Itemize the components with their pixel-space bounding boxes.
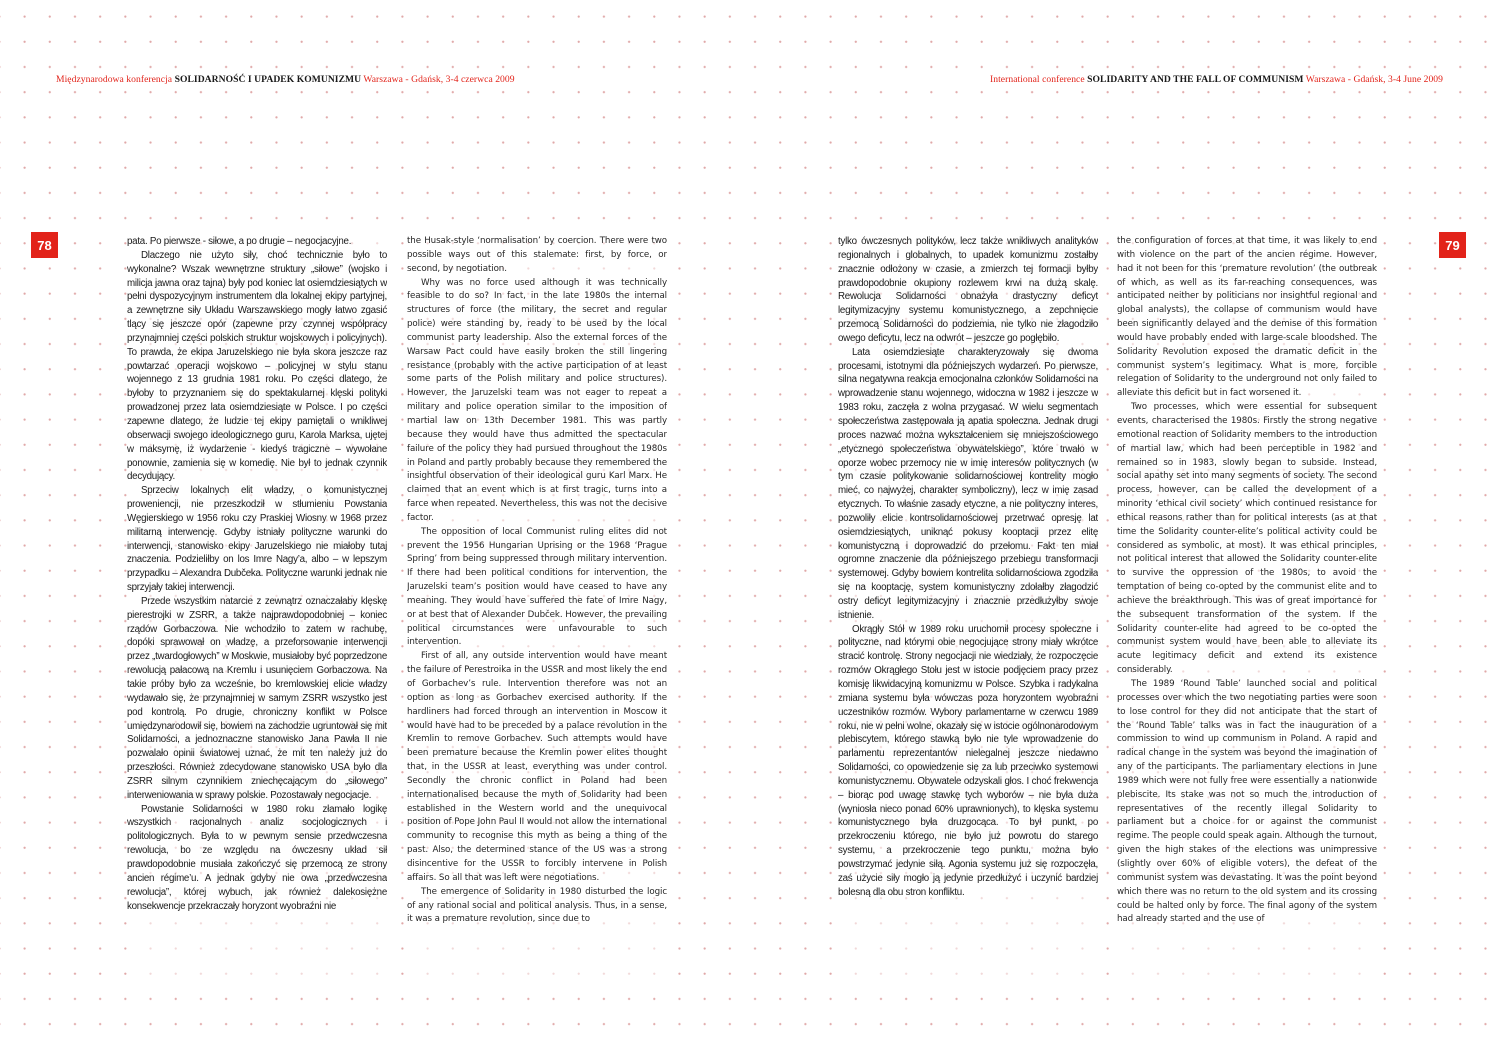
paragraph: Sprzeciw lokalnych elit władzy, o komunistycznej proweniencji, nie przeszkodził w stłumieniu Powstania Węgierskiego w 1956 roku czy Praskiej Wiosny w 1968 przez militarną interwencję. Gdyby istniały polityczne warunki do interwencji, stanowisko ekipy Jaruzelskiego nie miałoby tutaj znaczenia. Podzieliłby on los Imre Nagy’a, albo – w lepszym przypadku – Alexandra Dubčeka. Polityczne warunki jednak nie sprzyjały takiej interwencji.	[127, 485, 387, 594]
paragraph: Why was no force used although it was technically feasible to do so? In fact, in the late 1980s the internal structures of force (the military, the secret and regular police) were standing by, ready to be used by the local communist party leadership. Also the external forces of the Warsaw Pact could have easily broken the still lingering resistance (probably with the active participation of at least some parts of the Polish military and police structures). However, the Jaruzelski team was not eager to repeat a military and police operation similar to the imposition of martial law on 13th December 1981. This was partly because they would have thus admitted the spectacular failure of the policy they had pursued throughout the 1980s in Poland and partly probably because they remembered the insightful observation of their ideological guru Karl Marx. He claimed that an event which is at first tragic, turns into a farce when repeated. Nevertheless, this was not the decisive factor.	[407, 277, 667, 523]
paragraph: Lata osiemdziesiąte charakteryzowały się dwoma procesami, istotnymi dla późniejszych wydarzeń. Po pierwsze, silna negatywna reakcja emocjonalna członków Solidarności na wprowadzenie stanu wojennego, widoczna w 1982 i jeszcze w 1983 roku, zaczęła z wolna przygasać. W wielu segmentach społeczeństwa zastępowała ją apatia społeczna. Jednak drugi proces nazwać można wykształceniem się mniejszościowego „etycznego społeczeństwa obywatelskiego”, które trwało w oporze wobec przemocy nie w imię interesów politycznych (w tym czasie politykowanie solidarnościowej kontrelity mogło mieć, co najwyżej, charakter symboliczny), lecz w imię zasad etycznych. To właśnie zasady etyczne, a nie polityczny interes, pozwoliły elicie kontrsolidarnościowej przetrwać opresję lat osiemdziesiątych, uniknąć pokusy kooptacji przez elitę komunistyczną i doprowadzić do przełomu. Fakt ten miał ogromne znaczenie dla późniejszego przebiegu transformacji systemowej. Gdyby bowiem kontrelita solidarnościowa zgodziła się na kooptację, system komunistyczny zdołałby złagodzić ostry deficyt legitymizacyjny i znacznie przedłużyłby swoje istnienie.	[838, 346, 1098, 621]
paragraph: the configuration of forces at that time, it was likely to end with violence on the part of the ancien régime. However, had it not been for this ‘premature revolution’ (the outbreak of which, as well as its far-reaching consequences, was anticipated neither by politicians nor insightful regional and global analysts), the collapse of communism would have been significantly delayed and the demise of this formation would have probably ended with large-scale bloodshed. The Solidarity Revolution exposed the dramatic deficit in the communist system’s legitimacy. What is more, forcible relegation of Solidarity to the underground not only failed to alleviate this deficit but in fact worsened it.	[1117, 236, 1377, 399]
running-header-left	[56, 74, 515, 85]
header-left-title: SOLIDARNOŚĆ I UPADEK KOMUNIZMU	[174, 74, 362, 85]
paragraph: The emergence of Solidarity in 1980 disturbed the logic of any rational social and political analysis. Thus, in a sense, it was a premature revolution, since due to	[407, 886, 667, 925]
header-right-suffix: Warszawa - Gdańsk, 3-4 June 2009	[1305, 74, 1443, 85]
paragraph: Powstanie Solidarności w 1980 roku złamało logikę wszystkich racjonalnych analiz socjologicznych i politologicznych. Była to w pewnym sensie przedwczesna rewolucja, bo ze względu na ówczesny układ sił prawdopodobnie musiała zakończyć się przemocą ze strony ancien régime’u. A jednak gdyby nie owa „przedwczesna rewolucja”, której wybuch, jak również dalekosiężne konsekwencje przekraczały horyzont wyobraźni nie	[127, 803, 387, 912]
paragraph: tylko ówczesnych polityków, lecz także wnikliwych analityków regionalnych i globalnych, to upadek komunizmu zostałby znacznie odłożony w czasie, a zmierzch tej formacji byłby prawdopodobnie okupiony rozlewem krwi na dużą skalę. Rewolucja Solidarności obnażyła drastyczny deficyt legitymizacyjny systemu komunistycznego, a zepchnięcie przemocą Solidarności do podziemia, nie tylko nie złagodziło owego deficytu, lecz na odwrót – jeszcze go pogłębiło.	[838, 236, 1098, 344]
column-english-2	[1117, 235, 1377, 985]
paragraph: Dlaczego nie użyto siły, choć technicznie było to wykonalne? Wszak wewnętrzne struktury „siłowe” (wojsko i milicja jawna oraz tajna) były pod koniec lat osiemdziesiątych w pełni dyspozycyjnym instrumentem dla lokalnej ekipy partyjnej, a zewnętrzne siły Układu Warszawskiego mogły łatwo zgasić tlący się jeszcze opór (zapewne przy czynnej współpracy przynajmniej części polskich struktur wojskowych i policyjnych). To prawda, że ekipa Jaruzelskiego nie była skora jeszcze raz powtarzać operacji wojskowo – policyjnej w stylu stanu wojennego z 13 grudnia 1981 roku. Po części dlatego, że byłoby to przyznaniem się do spektakularnej klęski polityki prowadzonej przez lata osiemdziesiąte w Polsce. I po części zapewne dlatego, że ludzie tej ekipy pamiętali o wnikliwej obserwacji swojego ideologicznego guru, Karola Marksa, ujętej w maksymę, iż wydarzenie - kiedyś tragiczne – wywołane ponownie, zamienia się w komedię. Nie był to jednak czynnik decydujący.	[127, 249, 387, 483]
paragraph: The opposition of local Communist ruling elites did not prevent the 1956 Hungarian Uprising or the 1968 ‘Prague Spring’ from being suppressed through military intervention. If there had been political conditions for intervention, the Jaruzelski team’s position would have ceased to have any meaning. They would have suffered the fate of Imre Nagy, or at best that of Alexander Dubček. However, the prevailing political circumstances were unfavourable to such intervention.	[407, 526, 667, 648]
paragraph: First of all, any outside intervention would have meant the failure of Perestroika in the USSR and most likely the end of Gorbachev’s rule. Intervention therefore was not an option as long as Gorbachev exercised authority. If the hardliners had forced through an intervention in Moscow it would have had to be preceded by a palace revolution in the Kremlin to remove Gorbachev. Such attempts would have been premature because the Kremlin power elites thought that, in the USSR at least, everything was under control. Secondly the chronic conflict in Poland had been internationalised because the myth of Solidarity had been established in the Western world and the unequivocal position of Pope John Paul II would not allow the international community to recognise this myth as being a thing of the past. Also, the determined stance of the US was a strong disincentive for the USSR to forcibly intervene in Polish affairs. So all that was left were negotiations.	[407, 651, 667, 883]
header-right-prefix: International conference	[989, 74, 1085, 85]
column-polish-1	[127, 235, 387, 985]
paragraph: pata. Po pierwsze - siłowe, a po drugie – negocjacyjne.	[127, 236, 352, 247]
paragraph: Okrągły Stół w 1989 roku uruchomił procesy społeczne i polityczne, nad którymi obie negocjujące strony miały wkrótce stracić kontrolę. Strony negocjacji nie wiedziały, że rozpoczęcie rozmów Okrągłego Stołu jest w istocie podjęciem pracy przez komisję likwidacyjną komunizmu w Polsce. Szybka i radykalna zmiana systemu była wówczas poza horyzontem wyobraźni uczestników rozmów. Wybory parlamentarne w czerwcu 1989 roku, nie w pełni wolne, okazały się w istocie ogólnonarodowym plebiscytem, którego stawką było nie tyle wprowadzenie do parlamentu reprezentantów nielegalnej jeszcze niedawno Solidarności, co opowiedzenie się za lub przeciwko systemowi komunistycznemu. Obywatele odzyskali głos. I choć frekwencja – biorąc pod uwagę stawkę tych wyborów – nie była duża (wyniosła nieco ponad 60% uprawnionych), to klęska systemu komunistycznego była druzgocąca. To był punkt, po przekroczeniu którego, nie było już powrotu do starego systemu, a przekroczenie tego punktu, można było powstrzymać jedynie siłą. Agonia systemu już się rozpoczęła, zaś użycie siły mogło ją jedynie przedłużyć i uczynić bardziej bolesną dla obu stron konfliktu.	[838, 623, 1098, 898]
paragraph: Two processes, which were essential for subsequent events, characterised the 1980s. Firstly the strong negative emotional reaction of Solidarity members to the introduction of martial law, which had been perceptible in 1982 and remained so in 1983, slowly began to subside. Instead, social apathy set into many segments of society. The second process, however, can be called the development of a minority ‘ethical civil society’ which continued resistance for ethical reasons rather than for political interests (as at that time the Solidarity counter-elite’s political activity could be considered as symbolic, at most). It was ethical principles, not political interest that allowed the Solidarity counter-elite to survive the oppression of the 1980s, to avoid the temptation of being co-opted by the communist elite and to achieve the breakthrough. This was of great importance for the subsequent transformation of the system. If the Solidarity counter-elite had agreed to be co-opted the communist system would have been able to alleviate its acute legitimacy deficit and extend its existence considerably.	[1117, 402, 1377, 676]
column-polish-2	[838, 235, 1098, 985]
header-left-prefix: Międzynarodowa konferencja	[56, 74, 173, 85]
running-header-right	[990, 74, 1443, 85]
page-number-right: 79	[1439, 232, 1466, 258]
paragraph: Przede wszystkim natarcie z zewnątrz oznaczałaby klęskę pierestrojki w ZSRR, a także najprawdopodobniej – koniec rządów Gorbaczowa. Nie wchodziło to zatem w rachubę, dopóki sprawował on władzę, a przeforsowanie interwencji przez „twardogłowych” w Moskwie, musiałoby być poprzedzone rewolucją pałacową na Kremlu i usunięciem Gorbaczowa. Na takie próby było za wcześnie, bo kremlowskiej elicie władzy wydawało się, że przynajmniej w samym ZSRR wszystko jest pod kontrolą. Po drugie, chroniczny konflikt w Polsce umiędzynarodowił się, bowiem na zachodzie ugruntował się mit Solidarności, a jednoznaczne stanowisko Jana Pawła II nie pozwalało opinii światowej uznać, że mit ten należy już do przeszłości. Również zdecydowane stanowisko USA było dla ZSRR silnym czynnikiem zniechęcającym do „siłowego” interweniowania w sprawy polskie. Pozostawały negocjacje.	[127, 595, 387, 801]
paragraph: The 1989 ‘Round Table’ launched social and political processes over which the two negotiating parties were soon to lose control for they did not anticipate that the start of the ‘Round Table’ talks was in fact the inauguration of a commission to wind up communism in Poland. A rapid and radical change in the system was beyond the imagination of any of the participants. The parliamentary elections in June 1989 which were not fully free were essentially a nationwide plebiscite. Its stake was not so much the introduction of representatives of the recently illegal Solidarity to parliament but a choice for or against the communist regime. The people could speak again. Although the turnout, given the high stakes of the elections was unimpressive (slightly over 60% of eligible voters), the defeat of the communist system was devastating. It was the point beyond which there was no return to the old system and its crossing could be halted only by force. The final agony of the system had already started and the use of	[1117, 679, 1377, 925]
header-left-suffix: Warszawa - Gdańsk, 3-4 czerwca 2009	[363, 74, 515, 85]
header-right-title: SOLIDARITY AND THE FALL OF COMMUNISM	[1087, 74, 1304, 85]
column-english-1	[407, 235, 667, 985]
page-number-left: 78	[31, 232, 58, 258]
paragraph: the Husak-style ‘normalisation’ by coercion. There were two possible ways out of this stalemate: first, by force, or second, by negotiation.	[407, 236, 667, 274]
